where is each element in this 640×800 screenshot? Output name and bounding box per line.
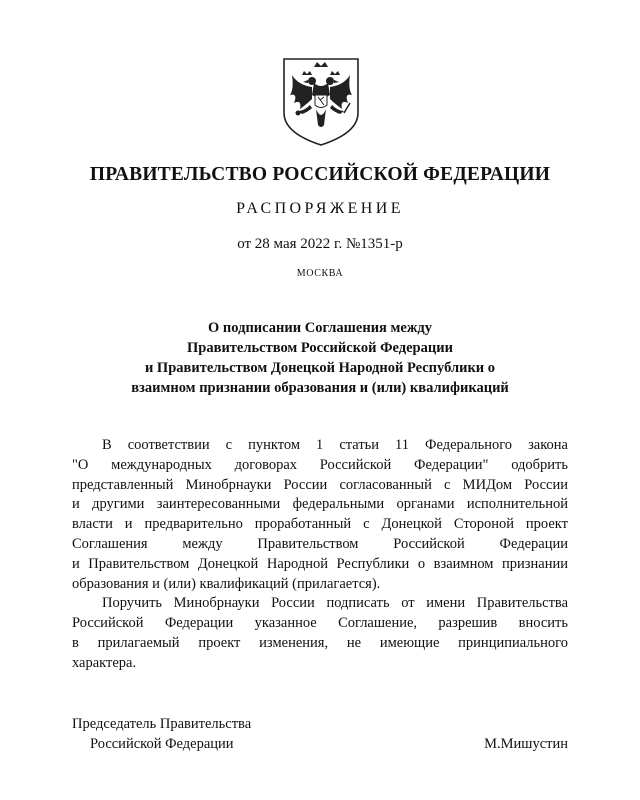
document-body — [72, 436, 568, 674]
signer-title-line: Председатель Правительства — [72, 716, 252, 732]
subject-line: взаимном признании образования и (или) квалификаций — [131, 380, 509, 396]
body-line: Поручить Минобрнауки России подписать от имени Правительства — [102, 595, 568, 612]
signer-name: М.Мишустин — [484, 736, 568, 752]
body-line: Российской Федерации указанное Соглашение, разрешив вносить — [72, 615, 568, 632]
body-line: представленный Минобрнауки России согласованный с МИДом России — [72, 476, 568, 493]
government-title: ПРАВИТЕЛЬСТВО РОССИЙСКОЙ ФЕДЕРАЦИИ — [89, 164, 551, 185]
body-line: характера. — [72, 654, 137, 671]
document-type: РАСПОРЯЖЕНИЕ — [236, 200, 404, 217]
subject-line: Правительством Российской Федерации — [187, 340, 453, 356]
coat-of-arms-icon — [280, 55, 362, 147]
body-line: в прилагаемый проект изменения, не имеющие принципиального — [72, 634, 568, 651]
document-date-number: от 28 мая 2022 г. №1351-р — [237, 236, 403, 252]
body-line: и Правительством Донецкой Народной Республики о взаимном признании — [72, 555, 568, 572]
document-subject — [0, 318, 640, 398]
paragraph-2 — [72, 594, 568, 673]
signer-title — [72, 714, 251, 754]
document-city: МОСКВА — [296, 268, 344, 279]
subject-line: О подписании Соглашения между — [208, 320, 432, 336]
signer-title-line: Российской Федерации — [90, 736, 234, 752]
body-line: власти и предварительно проработанный с Донецкой Стороной проект — [72, 516, 568, 533]
body-line: образования и (или) квалификаций (прилагается). — [72, 575, 381, 592]
body-line: "О международных договорах Российской Федерации" одобрить — [72, 456, 568, 473]
body-line: и другими заинтересованными федеральными органами исполнительной — [72, 496, 568, 513]
body-line: В соответствии с пунктом 1 статьи 11 Федерального закона — [102, 437, 568, 453]
body-line: Соглашения между Правительством Российской Федерации — [72, 535, 568, 552]
paragraph-1 — [72, 436, 568, 594]
subject-line: и Правительством Донецкой Народной Республики о — [144, 360, 496, 376]
